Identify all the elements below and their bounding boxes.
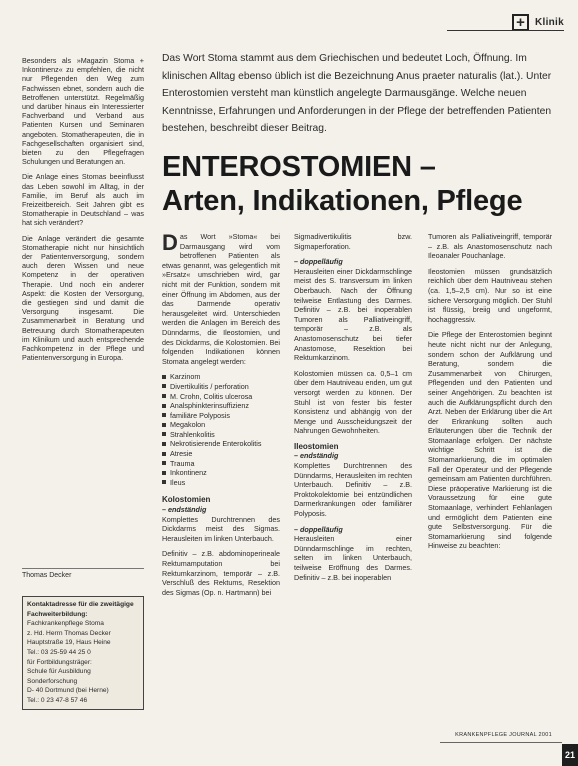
body-paragraph: Sigmadivertikulitis bzw. Sigmaperforation. bbox=[294, 232, 412, 251]
list-item: Ileus bbox=[162, 478, 280, 488]
body-column-1 bbox=[162, 232, 280, 603]
section-heading: Ileostomien bbox=[294, 441, 339, 451]
header-rule bbox=[447, 30, 564, 31]
body-paragraph: Kolostomien müssen ca. 0,5–1 cm über dem Hautniveau enden, um gut versorgt werden zu können. Der Stuhl ist von fester bis fester Konsistenz und abhängig von der Menge und Ausscheidungszeit der Nahrungen Gewohnheiten. bbox=[294, 368, 412, 436]
contact-title: Kontaktadresse für die zweitägige Fachweiterbildung: bbox=[27, 601, 134, 618]
indication-list bbox=[162, 372, 280, 487]
cross-icon: + bbox=[512, 14, 529, 31]
left-paragraph: Besonders als »Magazin Stoma + Inkontinenz« zu empfehlen, die nicht nur Pflegenden den Weg zum Fachwissen ebnet, sondern auch die Betroffenen unterstützt. Regelmäßig und darüber hinaus ein Interessierter Fachverband und Verband aus Patienten Kursen und Seminaren angeboten. Stomatherapeuten, die in Fachgesellschaften organisiert sind, bieten zu den Pflegefragen Schulungen und Beratungen an. bbox=[22, 56, 144, 167]
left-paragraph: Die Anlage eines Stomas beeinflusst das Leben sowohl im Alltag, in der Familie, im Beruf als auch im Freizeitbereich. Seit Jahren gibt es Stomatherapie in Deutschland – was hat sich verändert? bbox=[22, 172, 144, 228]
intro-text: as Wort »Stoma« bei Darmausgang wird vom betroffenen Patienten als etwas genannt, was gelegentlich mit »Ersatz« umschrieben wird, gar nicht mit der Funktion, sondern mit einer Öffnung im Abdomen, aus der das Darmende operativ herausgeleitet wird. Unterschieden werden die Anlagen im Bereich des Dünndarms, die Ileostomien, und des Dickdarms, die Kolostomien. Bei folgenden Indikationen können Stomata angelegt werden: bbox=[162, 232, 280, 366]
title-line-1: ENTEROSTOMIEN – bbox=[162, 151, 436, 183]
body-paragraph: Herausleiten einer Dünndarmschlinge im rechten, selten im linken Unterbauch, teilweise Eröffnung des Darmes. Definitiv – z.B. bei inoperablen bbox=[294, 534, 412, 582]
journal-footer: KRANKENPFLEGE JOURNAL 2001 bbox=[455, 732, 552, 738]
contact-line: für Fortbildungsträger: bbox=[27, 658, 92, 666]
contact-line: Schule für Ausbildung bbox=[27, 668, 91, 676]
list-item: familiäre Polyposis bbox=[162, 411, 280, 421]
contact-line: z. Hd. Herrn Thomas Decker bbox=[27, 629, 111, 637]
left-paragraph: Die Anlage verändert die gesamte Stomatherapie nicht nur hinsichtlich der Patientenversorgung, sondern auch deren Wissen und neue Kompetenz in der operativen Therapie. Und noch ein anderer Aspekt: die Kosten der Versorgung, die gestiegen sind und damit die Versorgung insgesamt. Die Zusammenarbeit in Beratung und Betreuung durch Stomatherapeuten im Klinikum und auch entsprechende Fachkompetenz in der Pflege und Patientenversorgung in Europa. bbox=[22, 233, 144, 363]
title-line-2: Arten, Indikationen, Pflege bbox=[162, 185, 523, 217]
contact-line: Tel.: 0 23 47-8 57 46 bbox=[27, 696, 88, 704]
list-item: Strahlenkolitis bbox=[162, 430, 280, 440]
body-paragraph: Tumoren als Palliativeingriff, temporär – z.B. als Anastomosenschutz nach Ileoanaler Pouchanlage. bbox=[428, 232, 552, 261]
section-heading: Kolostomien bbox=[162, 495, 211, 505]
lead-paragraph: Das Wort Stoma stammt aus dem Griechischen und bedeutet Loch, Öffnung. Im klinischen Alltag ebenso üblich ist die Bezeichnung Anus praeter naturalis (lat.). Unter Enterostomien versteht man künstlich angelegte Darmausgänge. Welche neuen Kenntnisse, Erfahrungen und Anforderungen in der Pflege der betreffenden Patienten bestehen, beschreibt dieser Beitrag. bbox=[162, 53, 552, 134]
body-paragraph: Ileostomien müssen grundsätzlich reichlich über dem Hautniveau stehen (ca. 1,5–2,5 cm). Nur so ist eine sichere Versorgung möglich. Der Stuhl ist flüssig, breiig und ungeformt, hochaggressiv. bbox=[428, 266, 552, 324]
body-paragraph: Die Pflege der Enterostomien beginnt heute nicht nicht nur der Anlegung, sondern schon der Aufklärung und Beratung, sondern die Zusammenarbeit von Chirurgen, Pflegenden und den Patienten und seiner Angehörigen. Zu beachten ist auch die Aufklärungspflicht durch den Arzt. Neben der Erklärung über die Art der Erkrankung sollten auch Erläuterungen über die Technik der Stomaanlage erfolgen. Der nächste wichtige Schritt ist die Stomamarkierung, die im optimalen Fall der Operateur und der Pflegende gemeinsam am Patienten durchführen. Diese präoperative Markierung ist die Voraussetzung für eine gute Stomaanlage, verhindert Fehlanlagen und ermöglicht dem Patienten eine gute Selbstversorgung. Für die Stomamarkierung sind folgende Hinweise zu beachten: bbox=[428, 330, 552, 551]
body-paragraph: Definitiv – z.B. abdominoperineale Rektumamputation bei Rektumkarzinom, temporär – z.B. Verschluß des Rektums, Resektion des Sigmas (Op. n. Hartmann) bei bbox=[162, 549, 280, 597]
list-item: Atresie bbox=[162, 449, 280, 459]
contact-line: Sonderforschung bbox=[27, 677, 78, 685]
contact-line: Hauptstraße 19, Haus Heine bbox=[27, 639, 111, 647]
drop-cap: D bbox=[162, 230, 178, 255]
body-column-2 bbox=[294, 232, 412, 588]
list-item: Megakolon bbox=[162, 420, 280, 430]
article-title bbox=[162, 150, 566, 218]
subsection-heading: – doppelläufig bbox=[294, 524, 343, 534]
contact-line: Fachkrankenpflege Stoma bbox=[27, 620, 104, 628]
body-paragraph: Herausleiten einer Dickdarmschlinge meist des S. transversum im linken Oberbauch. Nach der Öffnung teilweise Entlastung des Darmes. Definitiv – z.B. bei inoperablen Tumoren als Palliativeingriff, temporär – z.B. als Anastomosenschutz bei tiefer Anastomose, Resektion bei Rektumkarzinom. bbox=[294, 266, 412, 363]
intro-paragraph bbox=[162, 232, 280, 366]
subsection-heading: – doppelläufig bbox=[294, 257, 343, 267]
list-item: Trauma bbox=[162, 459, 280, 469]
footer-rule bbox=[440, 742, 562, 743]
subsection-heading: – endständig bbox=[294, 451, 339, 461]
contact-line: D- 40 Dortmund (bei Herne) bbox=[27, 687, 109, 695]
list-item: Analsphinkterinsuffizienz bbox=[162, 401, 280, 411]
contact-box bbox=[22, 596, 144, 710]
rubric-label: Klinik bbox=[534, 16, 564, 28]
list-item: Inkontinenz bbox=[162, 468, 280, 478]
body-column-3 bbox=[428, 232, 552, 557]
contact-line: Tel.: 03 25-59 44 25 0 bbox=[27, 648, 91, 656]
body-paragraph: Komplettes Durchtrennen des Dickdarms meist des Sigmas. Herausleiten im linken Unterbauch. bbox=[162, 514, 280, 543]
author-name: Thomas Decker bbox=[22, 568, 144, 579]
list-item: Karzinom bbox=[162, 372, 280, 382]
left-column bbox=[22, 56, 144, 369]
list-item: Nekrotisierende Enterokolitis bbox=[162, 439, 280, 449]
page-number: 21 bbox=[562, 744, 578, 766]
subsection-heading: – endständig bbox=[162, 505, 207, 515]
body-paragraph: Komplettes Durchtrennen des Dünndarms, Herausleiten im rechten Unterbauch. Definitiv – z.B. Proktokolektomie bei entzündlichen Darmerkrankungen oder familiärer Polyposis. bbox=[294, 461, 412, 519]
list-item: M. Crohn, Colitis ulcerosa bbox=[162, 392, 280, 402]
list-item: Divertikulitis / perforation bbox=[162, 382, 280, 392]
